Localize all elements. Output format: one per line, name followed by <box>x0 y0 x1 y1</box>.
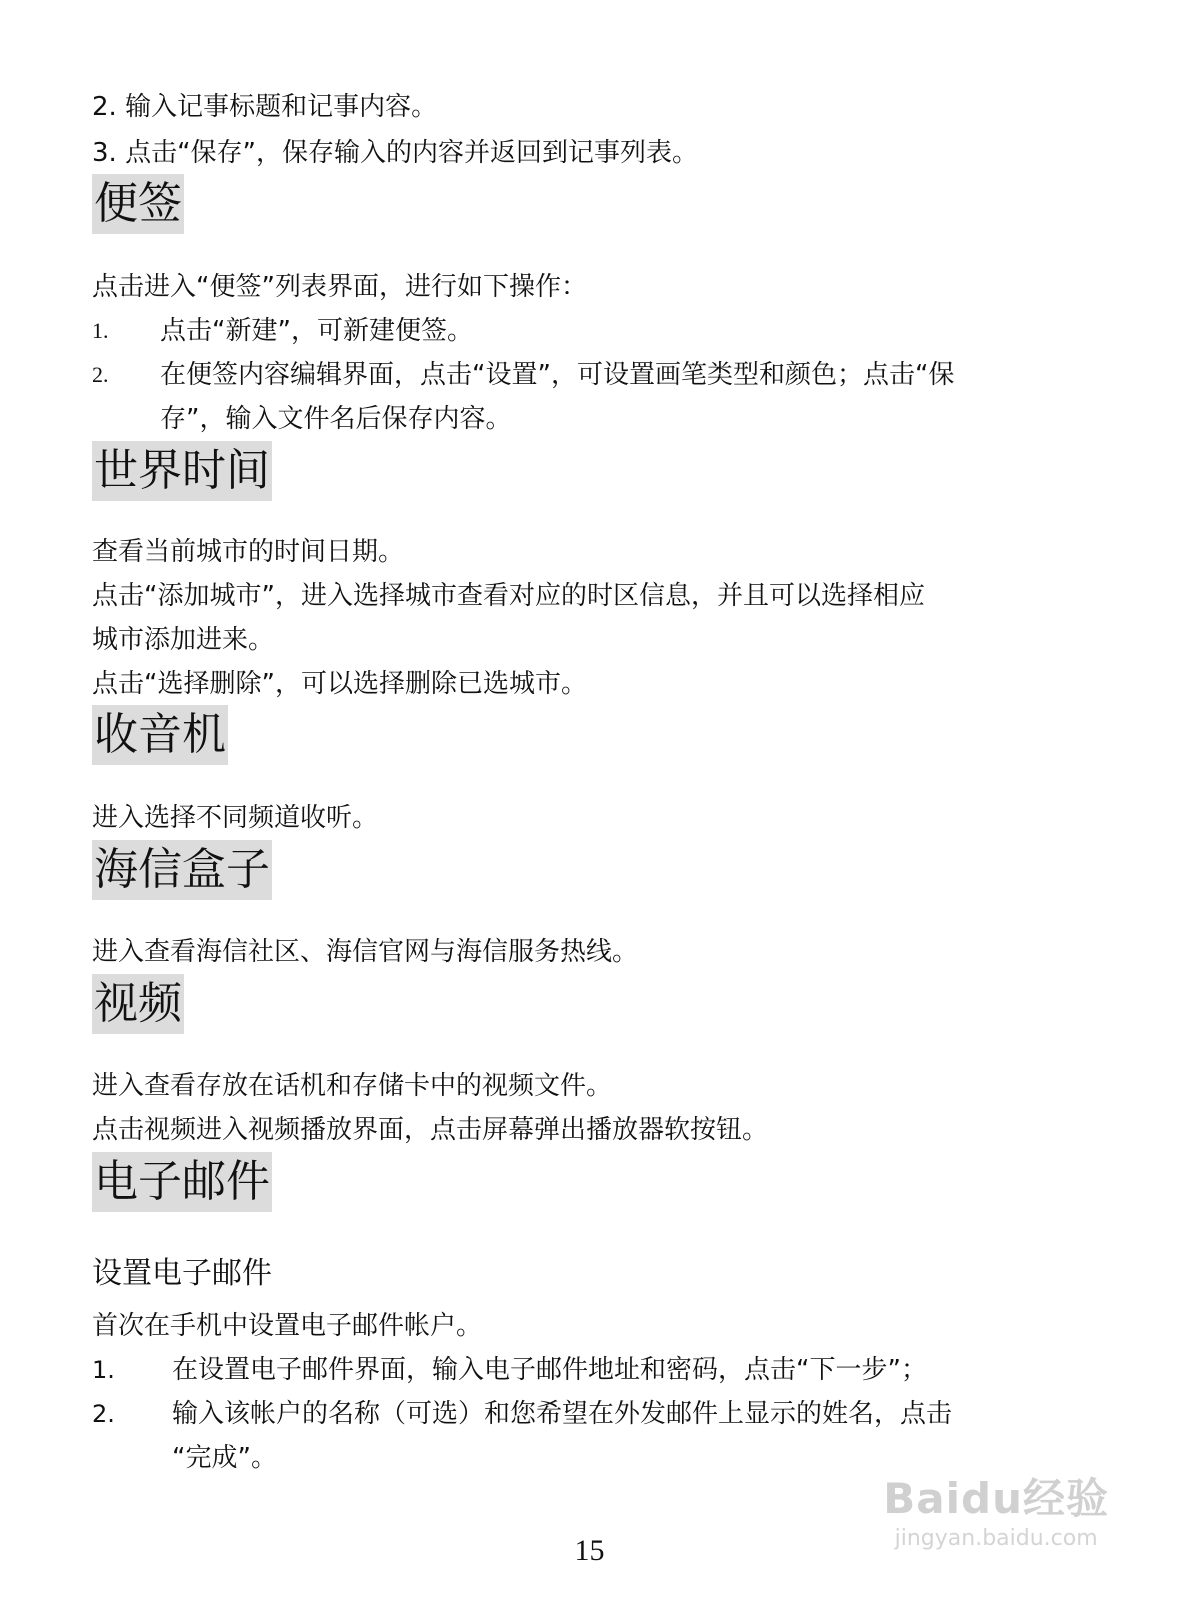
section-title-world-time: 世界时间 <box>92 441 272 501</box>
email-item-1-num: 1. <box>92 1356 115 1384</box>
email-subtitle: 设置电子邮件 <box>92 1256 272 1291</box>
sticky-item-2-cont: 存”，输入文件名后保存内容。 <box>160 404 512 434</box>
sticky-item-2-text: 在便签内容编辑界面，点击“设置”，可设置画笔类型和颜色；点击“保 <box>160 360 955 390</box>
email-item-2-cont: “完成”。 <box>172 1443 277 1473</box>
video-line-2: 点击视频进入视频播放界面，点击屏幕弹出播放器软按钮。 <box>92 1115 769 1145</box>
email-item-2-text: 输入该帐户的名称（可选）和您希望在外发邮件上显示的姓名，点击 <box>172 1399 953 1429</box>
intro-step-2: 2. 输入记事标题和记事内容。 <box>92 92 438 122</box>
hisense-box-desc: 进入查看海信社区、海信官网与海信服务热线。 <box>92 937 639 967</box>
section-title-video: 视频 <box>92 974 184 1034</box>
email-item-1-text: 在设置电子邮件界面，输入电子邮件地址和密码，点击“下一步”； <box>172 1355 927 1385</box>
section-title-sticky: 便签 <box>92 174 184 234</box>
section-title-hisense-box: 海信盒子 <box>92 840 272 900</box>
sticky-item-1-text: 点击“新建”，可新建便签。 <box>160 316 473 346</box>
sticky-item-1-num: 1. <box>92 318 109 343</box>
watermark-brand: Baidu经验 <box>883 1474 1109 1523</box>
radio-desc: 进入选择不同频道收听。 <box>92 803 379 833</box>
world-time-line-3: 城市添加进来。 <box>92 625 275 655</box>
video-line-1: 进入查看存放在话机和存储卡中的视频文件。 <box>92 1071 613 1101</box>
section-title-email: 电子邮件 <box>92 1152 272 1212</box>
email-item-2-num: 2. <box>92 1400 115 1428</box>
sticky-item-2-num: 2. <box>92 362 109 387</box>
sticky-desc: 点击进入“便签”列表界面，进行如下操作： <box>92 272 587 302</box>
watermark-url: jingyan.baidu.com <box>894 1526 1098 1551</box>
world-time-line-4: 点击“选择删除”，可以选择删除已选城市。 <box>92 669 587 699</box>
baidu-watermark <box>883 1466 1109 1551</box>
email-desc: 首次在手机中设置电子邮件帐户。 <box>92 1311 483 1341</box>
intro-step-3: 3. 点击“保存”，保存输入的内容并返回到记事列表。 <box>92 138 699 168</box>
page-number: 15 <box>574 1534 605 1567</box>
section-title-radio: 收音机 <box>92 705 228 765</box>
world-time-line-1: 查看当前城市的时间日期。 <box>92 537 405 567</box>
world-time-line-2: 点击“添加城市”，进入选择城市查看对应的时区信息，并且可以选择相应 <box>92 581 925 611</box>
